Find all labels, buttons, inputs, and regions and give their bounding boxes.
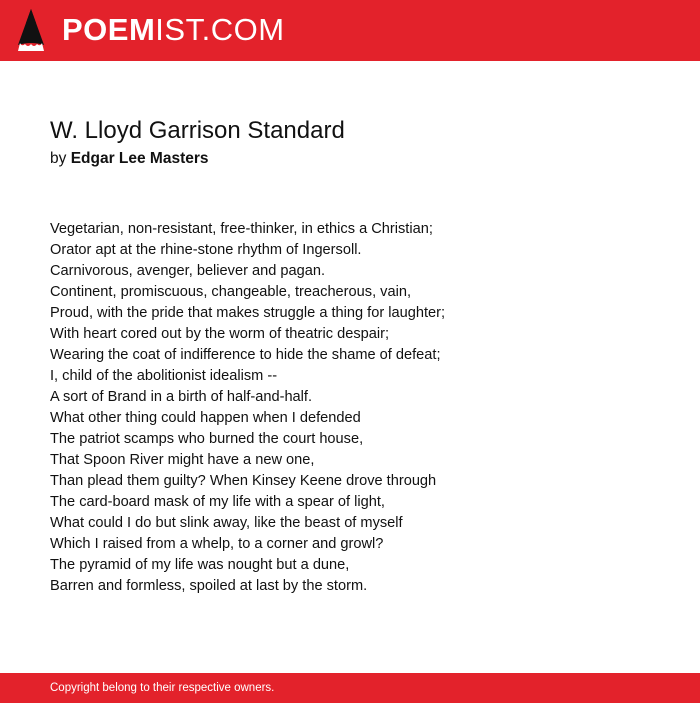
site-logo[interactable] (62, 12, 285, 48)
poem-line: What could I do but slink away, like the beast of myself (50, 515, 403, 531)
copyright-text: Copyright belong to their respective owners. (50, 682, 275, 694)
poem-line: Barren and formless, spoiled at last by the storm. (50, 578, 368, 594)
poem-line: A sort of Brand in a birth of half-and-half. (50, 389, 313, 405)
poem-line: Proud, with the pride that makes struggle a thing for laughter; (50, 305, 446, 321)
poem-line: Continent, promiscuous, changeable, treacherous, vain, (50, 284, 412, 300)
poem-line: I, child of the abolitionist idealism -- (50, 368, 278, 384)
poem-title: W. Lloyd Garrison Standard (50, 117, 345, 144)
poem-line: Than plead them guilty? When Kinsey Keene drove through (50, 473, 437, 489)
poem-line: Orator apt at the rhine-stone rhythm of Ingersoll. (50, 242, 362, 258)
byline (50, 149, 209, 169)
poem-line: That Spoon River might have a new one, (50, 452, 315, 468)
poem-line: Vegetarian, non-resistant, free-thinker, in ethics a Christian; (50, 221, 433, 237)
poem-line: Which I raised from a whelp, to a corner and growl? (50, 536, 384, 552)
poem-line: The patriot scamps who burned the court house, (50, 431, 364, 447)
poem-line: The card-board mask of my life with a spear of light, (50, 494, 385, 510)
poem-line: Carnivorous, avenger, believer and pagan. (50, 263, 326, 279)
logo-bold-text: POEM (62, 12, 156, 47)
poem-body (50, 219, 670, 597)
author-name: Edgar Lee Masters (70, 150, 209, 167)
site-footer (0, 673, 700, 703)
site-header (0, 0, 700, 61)
poem-line: With heart cored out by the worm of theatric despair; (50, 326, 390, 342)
poem-line: The pyramid of my life was nought but a dune, (50, 557, 350, 573)
poem-line: What other thing could happen when I defended (50, 410, 361, 426)
pencil-tip-icon[interactable] (18, 9, 44, 51)
poem-line: Wearing the coat of indifference to hide the shame of defeat; (50, 347, 441, 363)
by-label: by (50, 150, 67, 167)
logo-light-text: IST.COM (155, 12, 285, 47)
